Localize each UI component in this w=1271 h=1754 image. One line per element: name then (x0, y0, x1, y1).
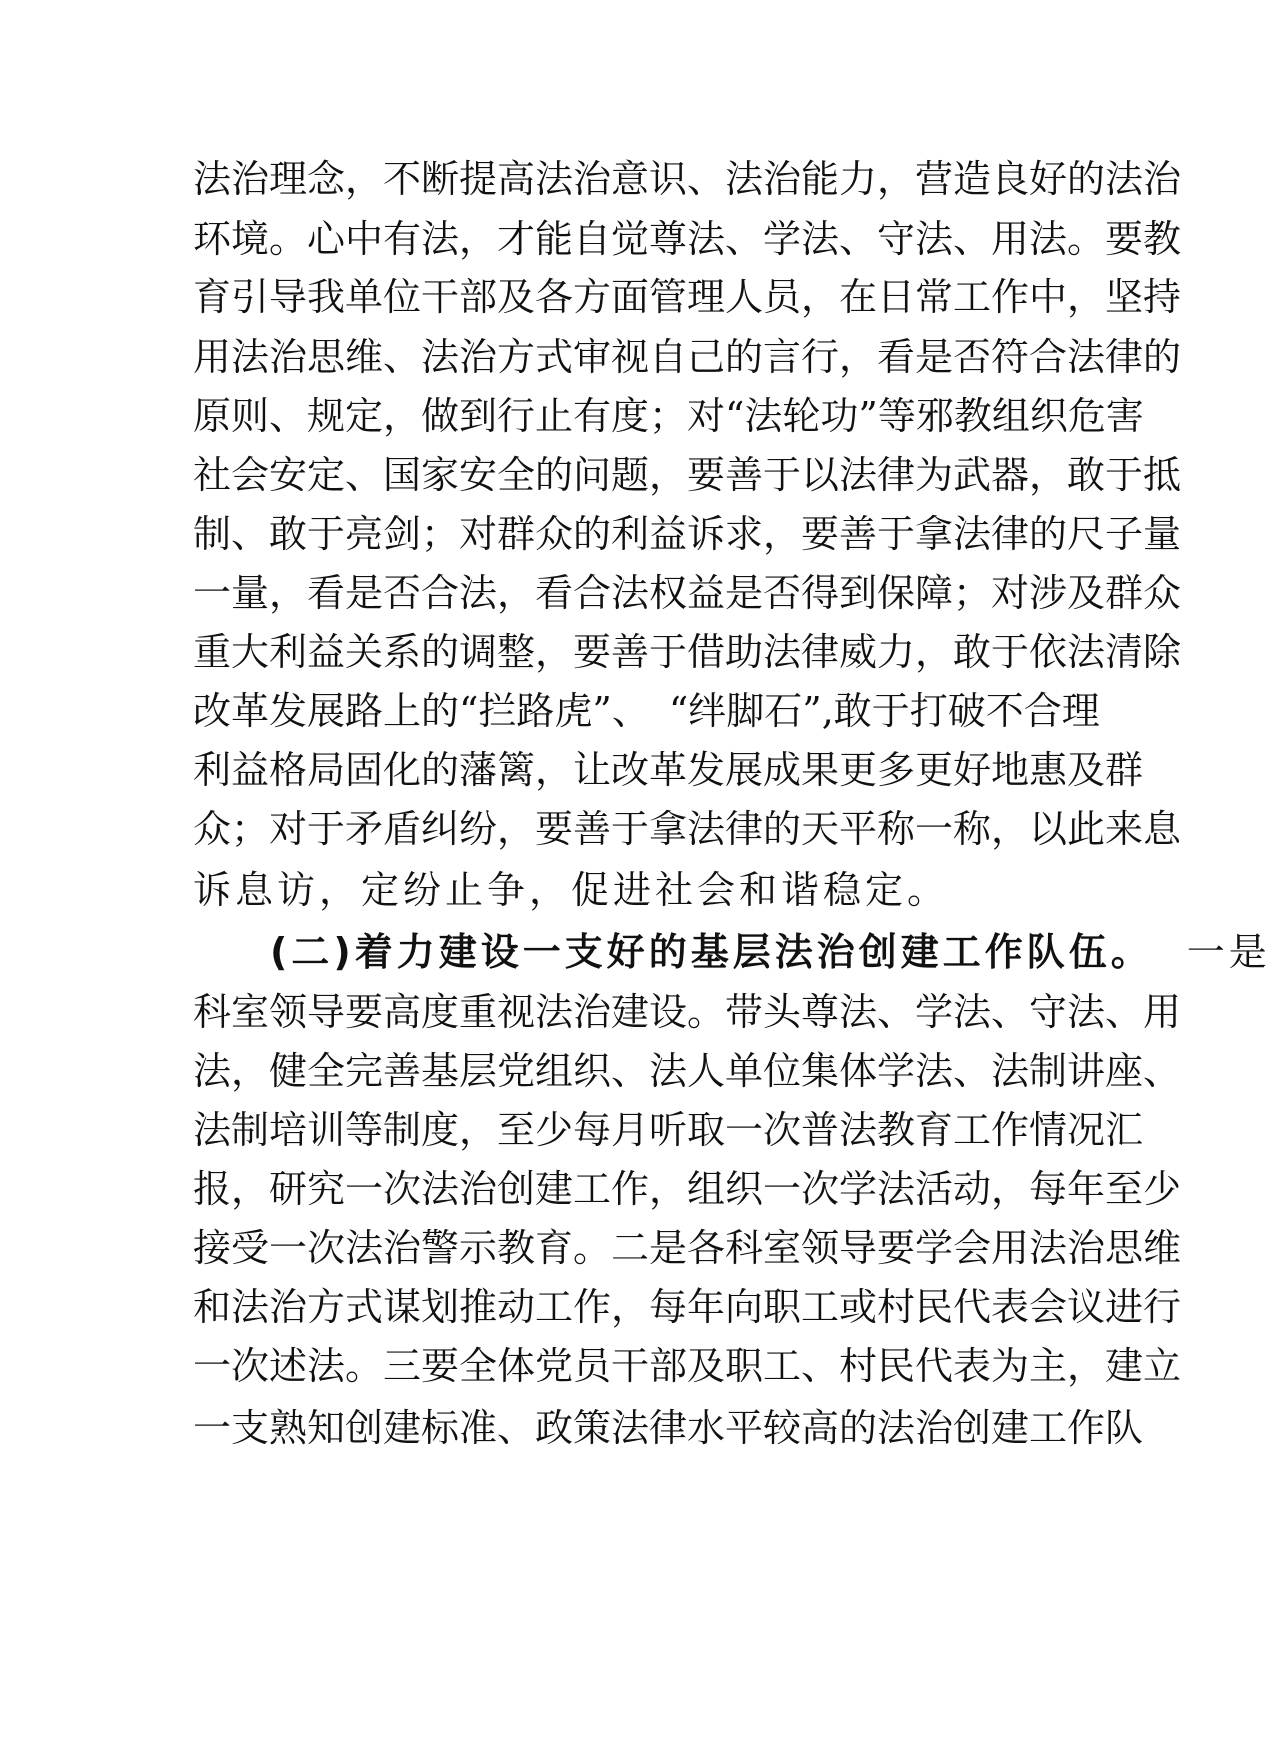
paragraph-2-line-7: 一次述法。三要全体党员干部及职工、村民代表为主，建立 (193, 1344, 1182, 1388)
paragraph-1-line-10: 改革发展路上的“拦路虎”、 “绊脚石”,敢于打破不合理 (193, 689, 1100, 733)
paragraph-1-line-4: 用法治思维、法治方式审视自己的言行，看是否符合法律的 (193, 335, 1182, 379)
paragraph-2-line-4: 报，研究一次法治创建工作，组织一次学法活动，每年至少 (193, 1167, 1182, 1211)
paragraph-1-line-6: 社会安定、国家安全的问题，要善于以法律为武器，敢于抵 (193, 453, 1182, 497)
paragraph-2-line-5: 接受一次法治警示教育。二是各科室领导要学会用法治思维 (193, 1226, 1182, 1270)
paragraph-1-line-2: 环境。心中有法，才能自觉尊法、学法、守法、用法。要教 (193, 217, 1182, 261)
paragraph-2-line-1: 科室领导要高度重视法治建设。带头尊法、学法、守法、用 (193, 990, 1182, 1034)
paragraph-1-line-3: 育引导我单位干部及各方面管理人员，在日常工作中，坚持 (193, 275, 1182, 319)
section-heading-line (270, 928, 1271, 976)
paragraph-1-line-8: 一量，看是否合法，看合法权益是否得到保障；对涉及群众 (193, 571, 1182, 615)
section-heading-tail: 一是 (1186, 930, 1271, 974)
paragraph-1-line-1: 法治理念，不断提高法治意识、法治能力，营造良好的法治 (193, 157, 1182, 201)
paragraph-1-line-11: 利益格局固化的藩篱，让改革发展成果更多更好地惠及群 (193, 748, 1144, 792)
paragraph-1-line-12: 众；对于矛盾纠纷，要善于拿法律的天平称一称，以此来息 (193, 807, 1182, 851)
paragraph-2-line-2: 法，健全完善基层党组织、法人单位集体学法、法制讲座、 (193, 1049, 1182, 1093)
paragraph-2-line-8: 一支熟知创建标准、政策法律水平较高的法治创建工作队 (193, 1406, 1144, 1450)
paragraph-2-line-3: 法制培训等制度，至少每月听取一次普法教育工作情况汇 (193, 1108, 1144, 1152)
section-heading: (二)着力建设一支好的基层法治创建工作队伍。 (270, 930, 1153, 974)
paragraph-1-line-5: 原则、规定，做到行止有度；对“法轮功”等邪教组织危害 (193, 394, 1144, 438)
paragraph-2-line-6: 和法治方式谋划推动工作，每年向职工或村民代表会议进行 (193, 1285, 1182, 1329)
paragraph-1-line-13: 诉息访，定纷止争，促进社会和谐稳定。 (193, 868, 950, 912)
paragraph-1-line-7: 制、敢于亮剑；对群众的利益诉求，要善于拿法律的尺子量 (193, 512, 1182, 556)
paragraph-1-line-9: 重大利益关系的调整，要善于借助法律威力，敢于依法清除 (193, 630, 1182, 674)
